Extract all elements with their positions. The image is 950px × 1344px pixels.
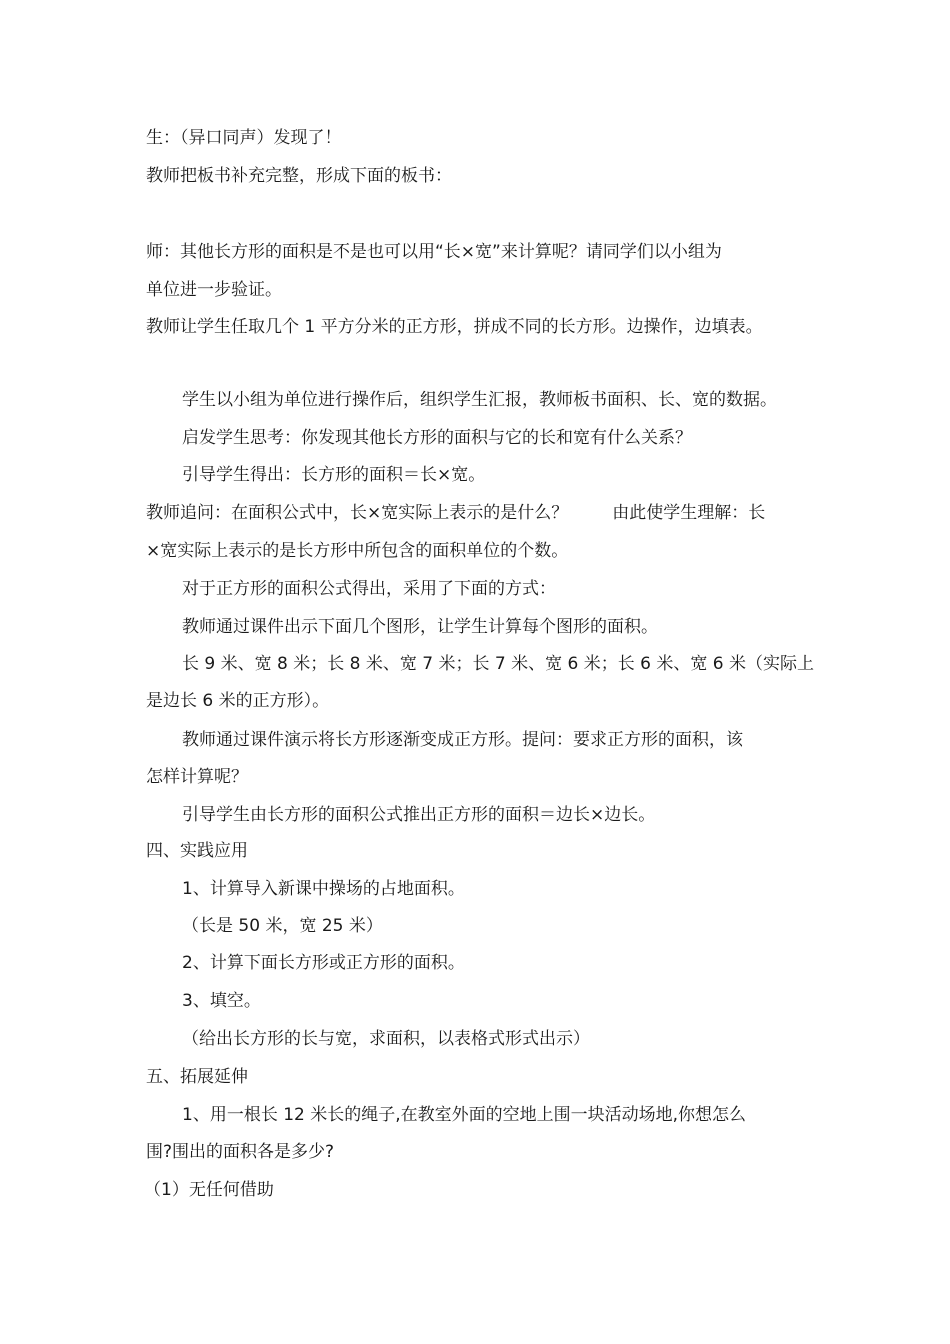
text-line: 怎样计算呢？ (146, 767, 248, 787)
text-segment: 由此使学生理解：长 (612, 503, 766, 523)
text-line: 1、用一根长 12 米长的绳子,在教室外面的空地上围一块活动场地,你想怎么 (182, 1105, 747, 1125)
text-line: 2、计算下面长方形或正方形的面积。 (182, 953, 465, 973)
text-segment: 教师追问：在面积公式中，长×宽实际上表示的是什么？ (146, 503, 569, 523)
text-line: 对于正方形的面积公式得出，采用了下面的方式： (182, 579, 556, 599)
text-line: 单位进一步验证。 (146, 280, 282, 300)
section-heading: 五、拓展延伸 (146, 1067, 248, 1087)
text-line: 是边长 6 米的正方形）。 (146, 691, 330, 711)
text-line: 引导学生得出：长方形的面积＝长×宽。 (182, 465, 486, 485)
text-line: 1、计算导入新课中操场的占地面积。 (182, 879, 465, 899)
text-line: 师：其他长方形的面积是不是也可以用“长×宽”来计算呢？请同学们以小组为 (146, 242, 722, 262)
text-line: 教师把板书补充完整，形成下面的板书： (146, 166, 452, 186)
text-line: ×宽实际上表示的是长方形中所包含的面积单位的个数。 (146, 541, 569, 561)
section-heading: 四、实践应用 (146, 841, 248, 861)
text-line: 教师通过课件出示下面几个图形，让学生计算每个图形的面积。 (182, 617, 658, 637)
text-line: 生：（异口同声）发现了！ (146, 128, 342, 148)
text-line: 3、填空。 (182, 991, 261, 1011)
text-line-composite (146, 502, 765, 524)
text-line: 学生以小组为单位进行操作后，组织学生汇报，教师板书面积、长、宽的数据。 (182, 390, 777, 410)
text-line: （1）无任何借助 (144, 1180, 274, 1200)
text-line: 长 9 米、宽 8 米；长 8 米、宽 7 米；长 7 米、宽 6 米；长 6 米、宽 6 米（实际上 (182, 654, 814, 674)
text-line: 教师通过课件演示将长方形逐渐变成正方形。提问：要求正方形的面积，该 (182, 730, 743, 750)
text-line: （给出长方形的长与宽，求面积，以表格式形式出示） (182, 1029, 590, 1049)
text-line: 教师让学生任取几个 1 平方分米的正方形，拼成不同的长方形。边操作，边填表。 (146, 317, 763, 337)
text-line: （长是 50 米，宽 25 米） (182, 916, 383, 936)
text-line: 引导学生由长方形的面积公式推出正方形的面积＝边长×边长。 (182, 805, 656, 825)
text-line: 启发学生思考：你发现其他长方形的面积与它的长和宽有什么关系？ (182, 428, 692, 448)
text-line: 围?围出的面积各是多少? (146, 1142, 335, 1162)
